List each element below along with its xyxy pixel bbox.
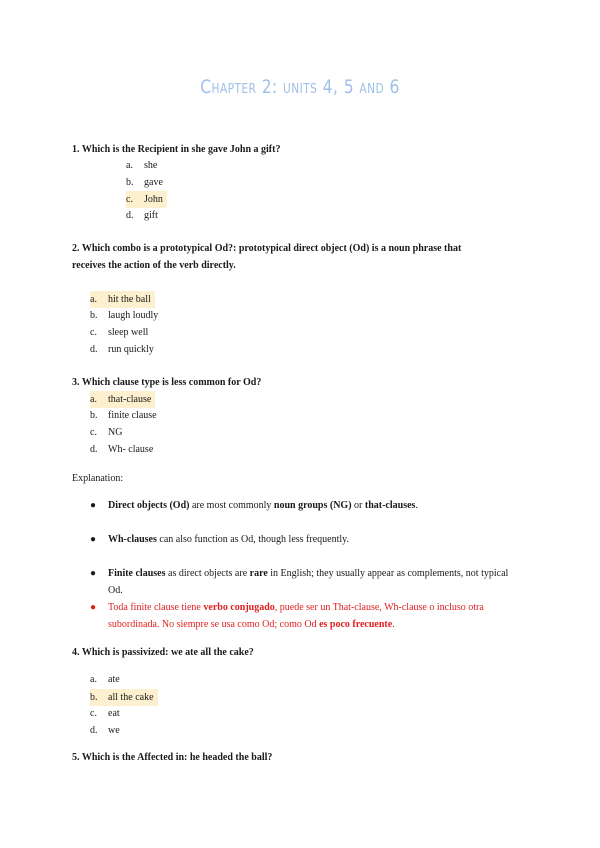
question-2-line-1: 2. Which combo is a prototypical Od?: prototypical direct object (Od) is a noun phrase that <box>72 243 462 254</box>
page-title: Chapter 2: units 4, 5 and 6 <box>200 76 400 98</box>
option-text: gave <box>144 177 163 188</box>
option-label: a. <box>90 674 97 685</box>
q4-option-d[interactable] <box>90 723 120 738</box>
q4-option-b-answer[interactable] <box>90 689 158 706</box>
bullet-icon: ● <box>90 534 97 545</box>
option-label: b. <box>90 410 98 421</box>
option-label: c. <box>126 194 133 205</box>
option-text: NG <box>108 427 123 438</box>
q3-option-d[interactable] <box>90 442 153 457</box>
q4-option-c[interactable] <box>90 706 120 721</box>
q1-option-d[interactable] <box>126 208 158 223</box>
bullet-text: Toda finite clause tiene verbo conjugado, puede ser un That-clause, Wh-clause o incluso otra subordinada. No siempre se usa como Od; como Od es poco frecuente. <box>108 602 484 630</box>
option-label: c. <box>90 327 97 338</box>
option-text: run quickly <box>108 344 154 355</box>
q2-option-a-answer[interactable] <box>90 291 155 308</box>
option-text: ate <box>108 674 120 685</box>
option-text: sleep well <box>108 327 149 338</box>
option-text: all the cake <box>108 692 154 703</box>
q1-option-b[interactable] <box>126 175 163 190</box>
bullet-icon: ● <box>90 500 97 511</box>
option-label: a. <box>90 394 97 405</box>
option-label: d. <box>90 444 98 455</box>
q3-option-c[interactable] <box>90 425 122 440</box>
q2-option-d[interactable] <box>90 342 154 357</box>
option-text: laugh loudly <box>108 310 159 321</box>
question-5: 5. Which is the Affected in: he headed the ball? <box>72 752 273 763</box>
option-label: c. <box>90 708 97 719</box>
q4-option-a[interactable] <box>90 672 120 687</box>
option-label: d. <box>126 210 134 221</box>
option-text: that-clause <box>108 394 152 405</box>
explanation-heading: Explanation: <box>72 473 124 484</box>
q1-option-c-answer[interactable] <box>126 191 167 208</box>
bullet-icon: ● <box>90 568 97 579</box>
question-2-line-2: receives the action of the verb directly. <box>72 260 236 271</box>
option-text: John <box>144 194 163 205</box>
bullet-text: Finite clauses as direct objects are rare in English; they usually appear as complements, not typical Od. <box>108 568 509 596</box>
q2-option-c[interactable] <box>90 325 148 340</box>
option-text: she <box>144 160 158 171</box>
bullet-icon: ● <box>90 602 97 613</box>
q3-option-b[interactable] <box>90 408 157 423</box>
bullet-text: Direct objects (Od) are most commonly noun groups (NG) or that-clauses. <box>108 500 418 511</box>
option-text: finite clause <box>108 410 157 421</box>
question-4: 4. Which is passivized: we ate all the cake? <box>72 647 254 658</box>
option-text: gift <box>144 210 158 221</box>
option-label: c. <box>90 427 97 438</box>
option-label: b. <box>90 692 98 703</box>
option-text: we <box>108 725 120 736</box>
q3-option-a-answer[interactable] <box>90 391 155 408</box>
question-1: 1. Which is the Recipient in she gave John a gift? <box>72 144 281 155</box>
q1-option-a[interactable] <box>126 158 157 173</box>
option-text: Wh- clause <box>108 444 154 455</box>
bullet-text: Wh-clauses can also function as Od, though less frequently. <box>108 534 349 545</box>
q2-option-b[interactable] <box>90 308 158 323</box>
option-text: eat <box>108 708 120 719</box>
option-label: a. <box>90 294 97 305</box>
option-label: d. <box>90 344 98 355</box>
option-label: d. <box>90 725 98 736</box>
option-text: hit the ball <box>108 294 151 305</box>
option-label: b. <box>90 310 98 321</box>
question-3: 3. Which clause type is less common for Od? <box>72 377 262 388</box>
option-label: a. <box>126 160 133 171</box>
option-label: b. <box>126 177 134 188</box>
